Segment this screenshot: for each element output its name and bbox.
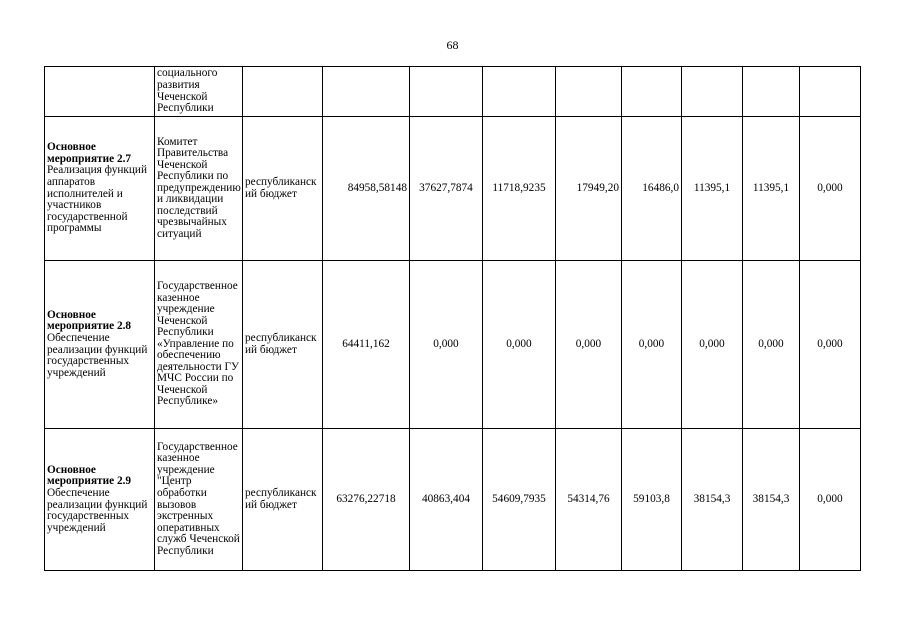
value-cell: 84958,58148 <box>323 117 410 261</box>
budget-table <box>44 66 861 571</box>
page-number: 68 <box>446 38 459 52</box>
value-cell: 0,000 <box>800 429 861 571</box>
value-cell: 0,000 <box>556 261 622 429</box>
activity-description: Обеспечение реализации функций государственных учреждений <box>47 331 148 379</box>
activity-cell <box>45 429 155 571</box>
value-cell: 64411,162 <box>323 261 410 429</box>
value-cell: 0,000 <box>622 261 682 429</box>
activity-description: Реализация функций аппаратов исполнителей и участников государственной программы <box>47 164 148 235</box>
value-cell: 54314,76 <box>556 429 622 571</box>
activity-cell <box>45 67 155 117</box>
value-cell: 0,000 <box>743 261 800 429</box>
table-row <box>45 117 861 261</box>
value-cell: 16486,0 <box>622 117 682 261</box>
activity-title: Основное мероприятие 2.8 <box>47 308 132 333</box>
value-cell: 59103,8 <box>622 429 682 571</box>
executor-cell: Комитет Правительства Чеченской Республики по предупреждению и ликвидации последствий чрезвычайных ситуаций <box>155 117 243 261</box>
value-cell <box>743 67 800 117</box>
activity-title: Основное мероприятие 2.7 <box>47 141 132 165</box>
activity-description: Обеспечение реализации функций государственных учреждений <box>47 486 148 534</box>
table-row <box>45 67 861 117</box>
value-cell: 37627,7874 <box>410 117 483 261</box>
value-cell <box>410 67 483 117</box>
value-cell: 17949,20 <box>556 117 622 261</box>
table-row <box>45 429 861 571</box>
value-cell: 38154,3 <box>743 429 800 571</box>
source-cell: республиканский бюджет <box>243 117 323 261</box>
value-cell: 40863,404 <box>410 429 483 571</box>
source-cell <box>243 67 323 117</box>
value-cell <box>800 67 861 117</box>
activity-cell <box>45 261 155 429</box>
value-cell: 0,000 <box>410 261 483 429</box>
executor-cell: социального развития Чеченской Республики <box>155 67 243 117</box>
value-cell <box>622 67 682 117</box>
value-cell: 11395,1 <box>743 117 800 261</box>
value-cell: 11718,9235 <box>483 117 556 261</box>
value-cell: 11395,1 <box>682 117 743 261</box>
activity-cell <box>45 117 155 261</box>
activity-title: Основное мероприятие 2.9 <box>47 463 132 488</box>
executor-cell: Государственное казенное учреждение "Центр обработки вызовов экстренных оперативных служб Чеченской Республики <box>155 429 243 571</box>
value-cell: 54609,7935 <box>483 429 556 571</box>
value-cell <box>483 67 556 117</box>
value-cell: 0,000 <box>800 261 861 429</box>
value-cell: 0,000 <box>800 117 861 261</box>
value-cell <box>556 67 622 117</box>
value-cell <box>323 67 410 117</box>
value-cell: 63276,22718 <box>323 429 410 571</box>
value-cell: 0,000 <box>483 261 556 429</box>
value-cell: 0,000 <box>682 261 743 429</box>
value-cell <box>682 67 743 117</box>
source-cell: республиканский бюджет <box>243 429 323 571</box>
executor-cell: Государственное казенное учреждение Чеченской Республики «Управление по обеспечению деятельности ГУ МЧС России по Чеченской Республике» <box>155 261 243 429</box>
value-cell: 38154,3 <box>682 429 743 571</box>
table-row <box>45 261 861 429</box>
source-cell: республиканский бюджет <box>243 261 323 429</box>
